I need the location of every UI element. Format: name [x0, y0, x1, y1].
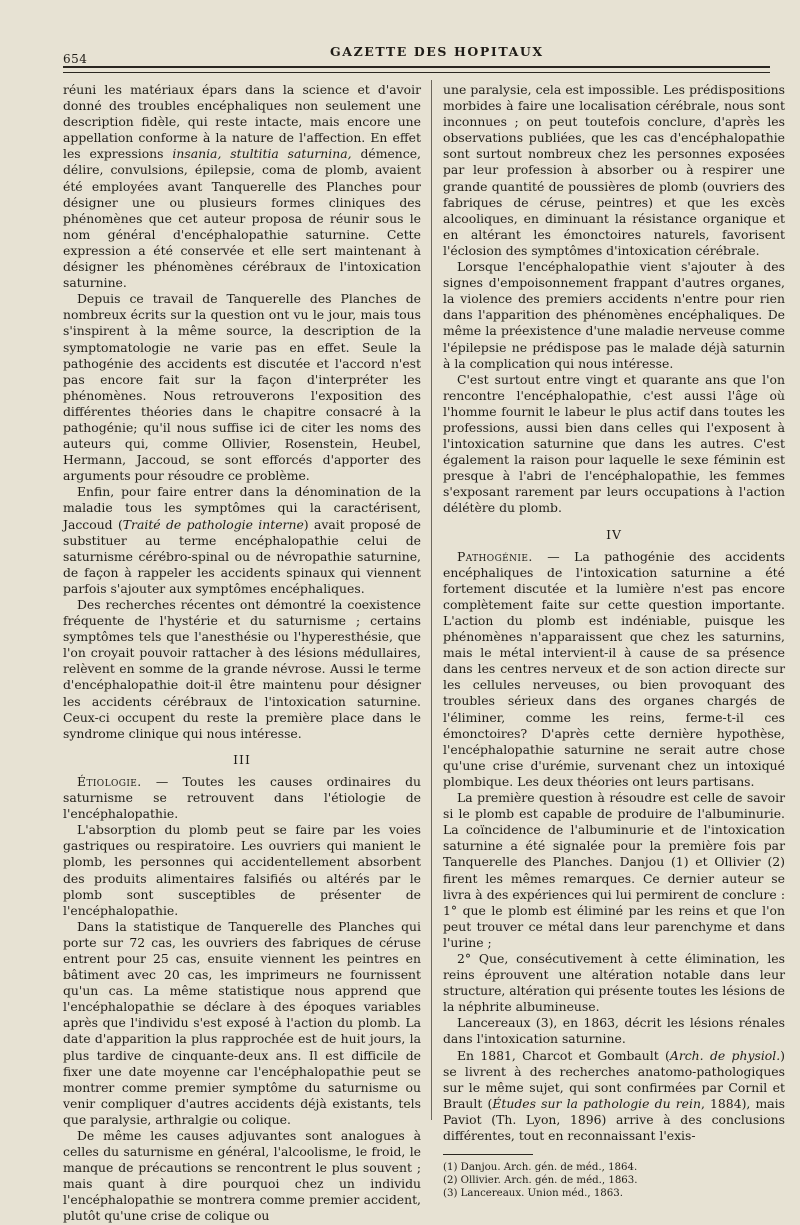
paragraph: Lancereaux (3), en 1863, décrit les lésions rénales dans l'intoxication saturnine.: [443, 1015, 785, 1047]
section-heading-iii: III: [233, 751, 251, 767]
section-heading-iv: IV: [606, 526, 622, 542]
paragraph: réuni les matériaux épars dans la science et d'avoir donné des troubles encéphaliques non seulement une description fidèle, qui reste intacte, mais encore une appellation conforme à la nature de l'affection. En effet les expressions insania, stultitia saturnina, démence, délire, convulsions, épilepsie, coma de plomb, avaient été employées avant Tanquerelle des Planches pour désigner une ou plusieurs formes cliniques des phénomènes que cet auteur proposa de réunir sous le nom général d'encéphalopathie saturnine. Cette expression a été conservée et elle sert maintenant à désigner les phénomènes cérébraux de l'intoxication saturnine.: [63, 82, 421, 291]
paragraph: Depuis ce travail de Tanquerelle des Planches de nombreux écrits sur la question ont vu le jour, mais tous s'inspirent à la même source, la description de la symptomatologie ne varie pas en effet. Seule la pathogénie des accidents est discutée et l'accord n'est pas encore fait sur la façon d'interpréter les phénomènes. Nous retrouverons l'exposition des différentes théories dans le chapitre consacré à la pathogénie; qu'il nous suffise ici de citer les noms des auteurs qui, comme Ollivier, Rosenstein, Heubel, Hermann, Jaccoud, se sont efforcés d'apporter des arguments pour résoudre ce problème.: [63, 291, 421, 484]
header-rule-thick: [63, 66, 770, 68]
running-head: GAZETTE DES HOPITAUX: [330, 44, 544, 59]
paragraph: Étiologie. — Toutes les causes ordinaires du saturnisme se retrouvent dans l'étiologie de l'encéphalopathie.: [63, 773, 421, 822]
footnote: (2) Ollivier. Arch. gén. de méd., 1863.: [443, 1175, 638, 1187]
footnote: (1) Danjou. Arch. gén. de méd., 1864.: [443, 1162, 638, 1174]
footnote-rule: [443, 1154, 533, 1155]
paragraph: La première question à résoudre est celle de savoir si le plomb est capable de produire de l'albuminurie. La coïncidence de l'albuminurie et de l'intoxication saturnine a été signalée pour la première fois par Tanquerelle des Planches. Danjou (1) et Ollivier (2) firent les mêmes remarques. Ce dernier auteur se livra à des expériences qui lui permirent de conclure : 1° que le plomb est éliminé par les reins et que l'on peut trouver ce métal dans leur parenchyme et dans l'urine ;: [443, 790, 785, 950]
section-lead-etiologie: Étiologie.: [77, 773, 142, 789]
paragraph: L'absorption du plomb peut se faire par les voies gastriques ou respiratoire. Les ouvriers qui manient le plomb, les personnes qui accidentellement absorbent des produits alimentaires falsifiés ou altérés par le plomb sont susceptibles de présenter de l'encéphalopathie.: [63, 822, 421, 918]
paragraph: 2° Que, consécutivement à cette élimination, les reins éprouvent une altération notable dans leur structure, altération qui présente toutes les lésions de la néphrite albumineuse.: [443, 950, 785, 1015]
paragraph: Dans la statistique de Tanquerelle des Planches qui porte sur 72 cas, les ouvriers des fabriques de céruse entrent pour 25 cas, ensuite viennent les peintres en bâtiment avec 20 cas, les imprimeurs ne fournissent qu'un cas. La même statistique nous apprend que l'encéphalopathie se déclare à des époques variables après que l'individu s'est exposé à l'action du plomb. La date d'apparition la plus rapprochée est de huit jours, la plus tardive de cinquante-deux ans. Il est difficile de fixer une date moyenne car l'encéphalopathie peut se montrer comme premier symptôme du saturnisme ou venir compliquer d'autres accidents déjà existants, tels que paralysie, arthralgie ou colique.: [63, 918, 421, 1127]
paragraph: En 1881, Charcot et Gombault (Arch. de physiol.) se livrent à des recherches anatomo-pathologiques sur le même sujet, qui sont confirmées par Cornil et Brault (Études sur la pathologie du rein, 1884), mais Paviot (Th. Lyon, 1896) arrive à des conclusions différentes, tout en reconnaissant l'exis-: [443, 1047, 785, 1143]
footnotes: [443, 1161, 785, 1200]
paragraph: Pathogénie. — La pathogénie des accidents encéphaliques de l'intoxication saturnine a été fortement discutée et la lumière n'est pas encore complètement faite sur cette question importante. L'action du plomb est indéniable, puisque les phénomènes n'apparaissent que chez les saturnins, mais le métal intervient-il à cause de sa présence dans les centres nerveux et de son action directe sur les cellules nerveuses, ou bien provoquant des troubles sérieux dans des organes chargés de l'éliminer, comme les reins, ferme-t-il ces émonctoires? D'après cette dernière hypothèse, l'encéphalopathie saturnine ne serait autre chose qu'une crise d'urémie, survenant chez un intoxiqué plombique. Les deux théories ont leurs partisans.: [443, 548, 785, 789]
page-number: 654: [63, 52, 88, 66]
paragraph: Enfin, pour faire entrer dans la dénomination de la maladie tous les symptômes qui la caractérisent, Jaccoud (Traité de pathologie interne) avait proposé de substituer au terme encéphalopathie celui de saturnisme cérébro-spinal ou de névropathie saturnine, de façon à rappeler les accidents spinaux qui viennent parfois s'ajouter aux symptômes encéphaliques.: [63, 484, 421, 596]
paragraph: Des recherches récentes ont démontré la coexistence fréquente de l'hystérie et du saturnisme ; certains symptômes tels que l'anesthésie ou l'hyperesthésie, que l'on croyait pouvoir rattacher à des lésions médullaires, relèvent en somme de la grande névrose. Aussi le terme d'encéphalopathie doit-il être maintenu pour désigner les accidents cérébraux de l'intoxication saturnine. Ceux-ci occupent du reste la première place dans le syndrome clinique qui nous intéresse.: [63, 597, 421, 741]
paragraph: C'est surtout entre vingt et quarante ans que l'on rencontre l'encéphalopathie, c'est aussi l'âge où l'homme fournit le labeur le plus actif dans toutes les professions, aussi bien dans celles qui l'exposent à l'intoxication saturnine que dans les autres. C'est également la raison pour laquelle le sexe féminin est presque à l'abri de l'encéphalopathie, les femmes s'exposant rarement par leurs occupations à l'action délétère du plomb.: [443, 371, 785, 516]
right-column: [443, 82, 785, 1200]
paragraph: De même les causes adjuvantes sont analogues à celles du saturnisme en général, l'alcoolisme, le froid, le manque de précautions se rencontrent le plus souvent ; mais quant à dire pourquoi chez un individu l'encéphalopathie se montrera comme premier accident, plutôt qu'une crise de colique ou: [63, 1128, 421, 1224]
section-lead-pathogenie: Pathogénie.: [457, 548, 533, 564]
paragraph: une paralysie, cela est impossible. Les prédispositions morbides à faire une localisation cérébrale, nous sont inconnues ; on peut toutefois conclure, d'après les observations publiées, que les cas d'encéphalopathie sont surtout nombreux chez les personnes exposées par leur profession à absorber ou à respirer une grande quantité de poussières de plomb (ouvriers des fabriques de céruse, peintres) et que les excès alcooliques, en diminuant la résistance organique et en altérant les émonctoires naturels, favorisent l'éclosion des symptômes d'intoxication cérébrale.: [443, 82, 785, 258]
column-divider: [431, 80, 432, 1120]
header-rule-thin: [63, 72, 770, 73]
left-column: [63, 82, 421, 1225]
footnote: (3) Lancereaux. Union méd., 1863.: [443, 1188, 623, 1200]
paragraph: Lorsque l'encéphalopathie vient s'ajouter à des signes d'empoisonnement frappant d'autres organes, la violence des premiers accidents n'entre pour rien dans l'apparition des phénomènes encéphaliques. De même la préexistence d'une maladie nerveuse comme l'épilepsie ne prédispose pas le malade déjà saturnin à la complication qui nous intéresse.: [443, 259, 785, 371]
